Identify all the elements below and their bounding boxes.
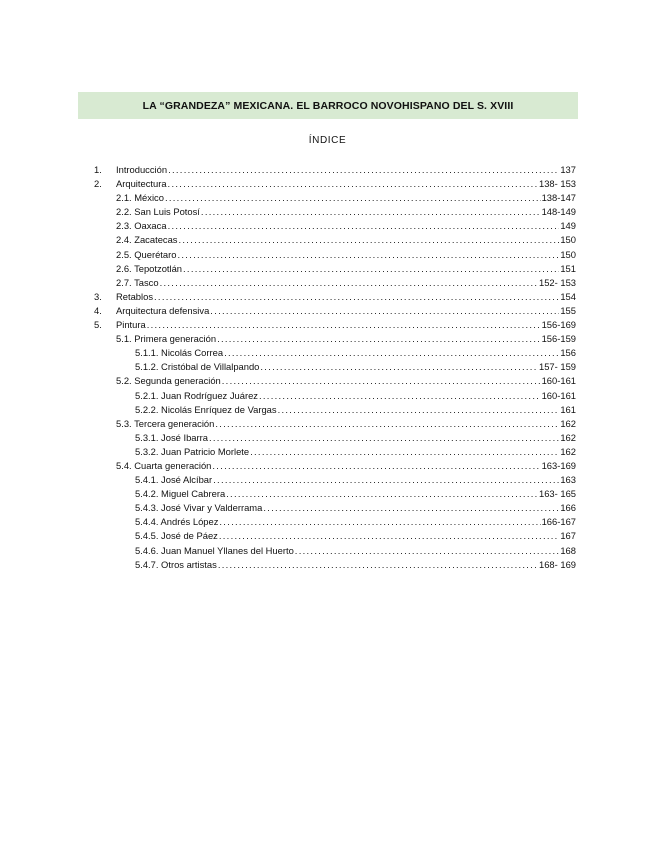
toc-leader-dots [278,403,560,417]
toc-subentry [94,191,576,205]
toc-leader-dots [183,262,559,276]
toc-subsubentry [94,360,576,374]
toc-entry-label: 5.4.6. Juan Manuel Yllanes del Huerto [135,544,294,556]
toc-leader-dots [260,360,538,374]
toc-entry-page: 163 [560,474,576,486]
toc-leader-dots [165,191,541,205]
toc-entry-page: 138- 153 [538,178,576,190]
toc-entry-page: 166 [560,502,576,514]
toc-entry-label: Pintura [116,319,146,331]
toc-leader-dots [177,248,559,262]
toc-entry-label: 2.6. Tepotzotlán [116,262,183,274]
toc-entry-page: 150 [560,234,576,246]
toc-entry-page: 156 [560,347,576,359]
toc-entry-page: 151 [560,262,576,274]
toc-entry [94,163,576,177]
toc-entry-page: 156-159 [541,333,576,345]
toc-entry-label: 5.4.2. Miguel Cabrera [135,488,226,500]
toc-leader-dots [160,276,538,290]
toc-leader-dots [212,459,540,473]
toc-leader-dots [209,431,559,445]
toc-leader-dots [168,163,559,177]
toc-subentry [94,205,576,219]
toc-subsubentry [94,403,576,417]
toc-subentry [94,219,576,233]
toc-leader-dots [154,290,559,304]
toc-subsubentry [94,487,576,501]
toc-entry-label: 2.3. Oaxaca [116,220,167,232]
toc-subsubentry [94,445,576,459]
toc-leader-dots [224,346,559,360]
toc-entry-number: 5. [94,319,102,331]
toc-leader-dots [168,177,538,191]
toc-subsubentry [94,501,576,515]
toc-entry-label: 5.4. Cuarta generación [116,459,212,471]
toc-entry-page: 160-161 [541,389,576,401]
toc-leader-dots [263,501,559,515]
toc-leader-dots [147,318,541,332]
toc-entry-page: 148-149 [541,206,576,218]
toc-entry-page: 137 [560,164,576,175]
toc-entry-page: 162 [560,431,576,443]
toc-entry-page: 162 [560,445,576,457]
toc-entry-label: Retablos [116,290,154,302]
toc-leader-dots [218,558,538,572]
toc-entry-page: 168- 169 [538,558,576,570]
toc-entry [94,318,576,332]
toc-entry-label: 5.3.1. José Ibarra [135,431,208,443]
toc-entry-number: 1. [94,164,102,175]
toc-entry-label: 5.4.5. José de Páez [135,530,218,542]
toc-subentry [94,417,576,431]
toc-subentry [94,233,576,247]
toc-entry-label: 5.3.2. Juan Patricio Morlete [135,445,250,457]
toc-subentry [94,459,576,473]
toc-entry-label: 5.1.1. Nicolás Correa [135,347,224,359]
toc-subsubentry [94,473,576,487]
toc-entry [94,290,576,304]
toc-entry-label: 5.4.7. Otros artistas [135,558,217,570]
toc-entry-page: 166-167 [541,516,576,528]
toc-leader-dots [219,529,559,543]
toc-leader-dots [179,233,560,247]
document-title [78,92,578,119]
toc-entry-page: 155 [560,304,576,316]
toc-entry-page: 149 [560,220,576,232]
toc-leader-dots [215,417,559,431]
toc-leader-dots [213,473,559,487]
toc-entry-label: 5.2. Segunda generación [116,375,221,387]
document-title-text: LA “GRANDEZA” MEXICANA. EL BARROCO NOVOHISPANO DEL S. XVIII [142,99,514,112]
toc-entry-page: 152- 153 [538,276,576,288]
toc-entry-page: 168 [560,544,576,556]
toc-entry-label: 2.2. San Luis Potosí [116,206,200,218]
toc-leader-dots [259,389,541,403]
toc-entry-page: 161 [560,403,576,415]
toc-entry-number: 4. [94,304,102,316]
table-of-contents [94,163,576,572]
toc-entry [94,304,576,318]
toc-subentry [94,332,576,346]
toc-entry-page: 160-161 [541,375,576,387]
toc-entry-label: 5.1. Primera generación [116,333,217,345]
toc-subsubentry [94,431,576,445]
toc-leader-dots [222,374,541,388]
toc-entry-label: 5.2.1. Juan Rodríguez Juárez [135,389,258,401]
toc-leader-dots [295,544,560,558]
index-heading: ÍNDICE [308,135,347,146]
toc-entry-label: 2.4. Zacatecas [116,234,178,246]
toc-entry-page: 150 [560,248,576,260]
toc-entry-label: 5.1.2. Cristóbal de Villalpando [135,361,260,373]
toc-entry-label: 5.3. Tercera generación [116,417,215,429]
toc-subsubentry [94,346,576,360]
toc-subentry [94,374,576,388]
toc-entry-label: 5.4.1. José Alcíbar [135,474,213,486]
toc-entry-page: 157- 159 [538,361,576,373]
toc-subsubentry [94,389,576,403]
toc-entry-label: 2.1. México [116,192,164,204]
toc-leader-dots [210,304,559,318]
toc-subentry [94,248,576,262]
toc-subsubentry [94,515,576,529]
toc-subentry [94,276,576,290]
toc-entry-label: 5.4.3. José Vivar y Valderrama [135,502,263,514]
toc-entry-label: Arquitectura defensiva [116,304,210,316]
toc-entry-label: Arquitectura [116,178,167,190]
toc-leader-dots [219,515,540,529]
toc-entry-page: 154 [560,290,576,302]
toc-entry-label: 2.7. Tasco [116,276,159,288]
toc-subsubentry [94,544,576,558]
toc-entry-label: 5.2.2. Nicolás Enríquez de Vargas [135,403,277,415]
toc-leader-dots [201,205,541,219]
toc-subentry [94,262,576,276]
toc-leader-dots [217,332,541,346]
toc-entry-page: 138-147 [541,192,576,204]
toc-leader-dots [226,487,538,501]
toc-entry-page: 162 [560,417,576,429]
toc-entry-page: 156-169 [541,319,576,331]
toc-entry-page: 167 [560,530,576,542]
toc-subsubentry [94,558,576,572]
toc-entry-number: 2. [94,178,102,190]
toc-entry-label: Introducción [116,164,168,175]
toc-entry-number: 3. [94,290,102,302]
toc-subsubentry [94,529,576,543]
toc-entry-label: 5.4.4. Andrés López [135,516,219,528]
toc-leader-dots [250,445,559,459]
toc-entry-page: 163- 165 [538,488,576,500]
toc-entry [94,177,576,191]
toc-entry-label: 2.5. Querétaro [116,248,177,260]
toc-entry-page: 163-169 [541,459,576,471]
toc-leader-dots [168,219,560,233]
